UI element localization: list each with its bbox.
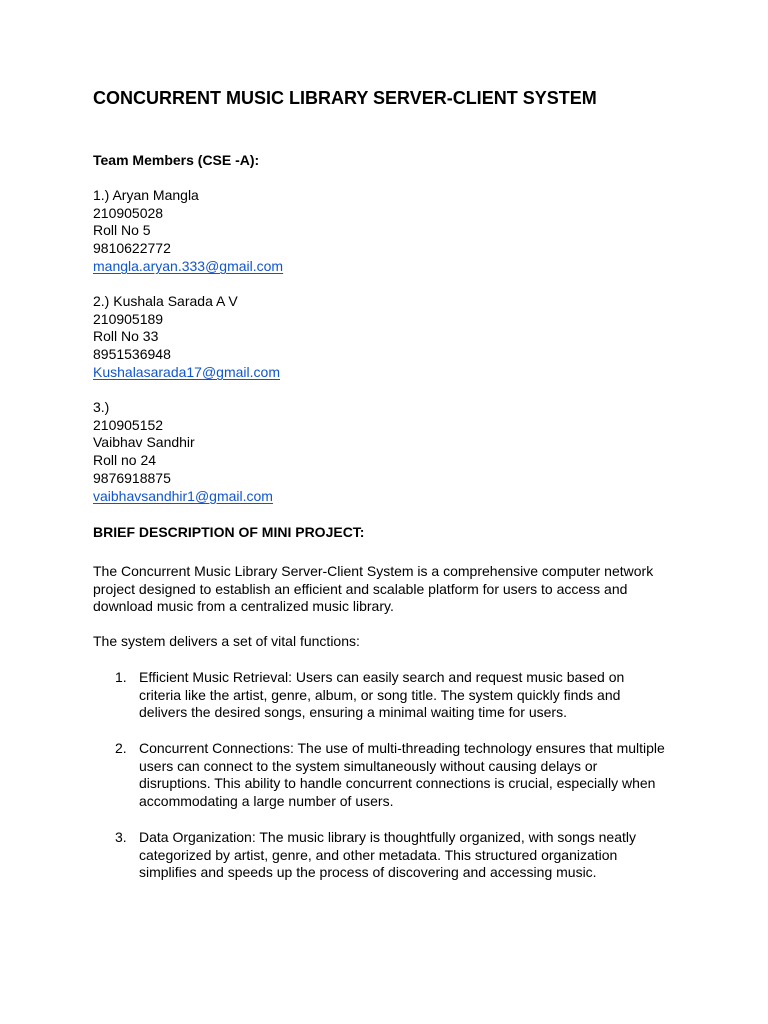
member-phone: 9876918875: [93, 469, 171, 486]
team-members-heading: Team Members (CSE -A):: [93, 152, 260, 168]
member-email-link[interactable]: Kushalasarada17@gmail.com: [93, 363, 280, 380]
list-item-line: delivers the desired songs, ensuring a minimal waiting time for users.: [139, 704, 567, 721]
member-roll-number: Roll No 5: [93, 222, 151, 239]
member-phone: 9810622772: [93, 240, 171, 257]
paragraph-line: The Concurrent Music Library Server-Client System is a comprehensive computer network: [93, 563, 654, 579]
member-roll-number: Roll no 24: [93, 452, 157, 469]
document-title: CONCURRENT MUSIC LIBRARY SERVER-CLIENT SYSTEM: [93, 88, 597, 108]
paragraph-line: project designed to establish an efficient and scalable platform for users to access and: [93, 580, 628, 597]
list-item-text: [139, 669, 624, 722]
list-item-line: simplifies and speeds up the process of discovering and accessing music.: [139, 864, 597, 881]
member-email-link[interactable]: mangla.aryan.333@gmail.com: [93, 257, 284, 274]
member-name: 2.) Kushala Sarada A V: [93, 293, 238, 309]
list-item-line: Concurrent Connections: The use of multi-threading technology ensures that multiple: [139, 740, 665, 756]
list-item-number: 3.: [115, 829, 127, 845]
member-registration-number: 210905152: [93, 416, 164, 433]
list-item-line: disruptions. This ability to handle concurrent connections is crucial, especially when: [139, 775, 656, 792]
list-item-line: users can connect to the system simultaneously without causing delays or: [139, 757, 598, 774]
member-roll-number: Roll No 33: [93, 328, 159, 345]
member-number: 3.): [93, 399, 110, 415]
paragraph-line: download music from a centralized music library.: [93, 598, 394, 615]
list-item-line: Data Organization: The music library is thoughtfully organized, with songs neatly: [139, 829, 636, 845]
member-phone: 8951536948: [93, 346, 171, 363]
member-registration-number: 210905028: [93, 204, 164, 221]
list-item-text: [139, 740, 665, 811]
team-member-2: [93, 293, 280, 382]
intro-paragraph: [93, 563, 678, 616]
member-email-link[interactable]: vaibhavsandhir1@gmail.com: [93, 487, 273, 504]
functions-intro: The system delivers a set of vital functions:: [93, 633, 360, 649]
member-name: Vaibhav Sandhir: [93, 434, 195, 451]
description-heading: BRIEF DESCRIPTION OF MINI PROJECT:: [93, 524, 365, 540]
member-registration-number: 210905189: [93, 310, 164, 327]
list-item-line: categorized by artist, genre, and other metadata. This structured organization: [139, 846, 618, 863]
list-item-text: [139, 829, 636, 882]
list-item-number: 2.: [115, 740, 127, 756]
list-item-line: criteria like the artist, genre, album, or song title. The system quickly finds and: [139, 686, 621, 703]
team-member-1: [93, 187, 283, 276]
team-member-3: [93, 399, 273, 505]
list-item-line: Efficient Music Retrieval: Users can easily search and request music based on: [139, 669, 625, 685]
member-name: 1.) Aryan Mangla: [93, 187, 199, 203]
list-item-line: accommodating a large number of users.: [139, 793, 394, 810]
list-item-number: 1.: [115, 669, 127, 685]
